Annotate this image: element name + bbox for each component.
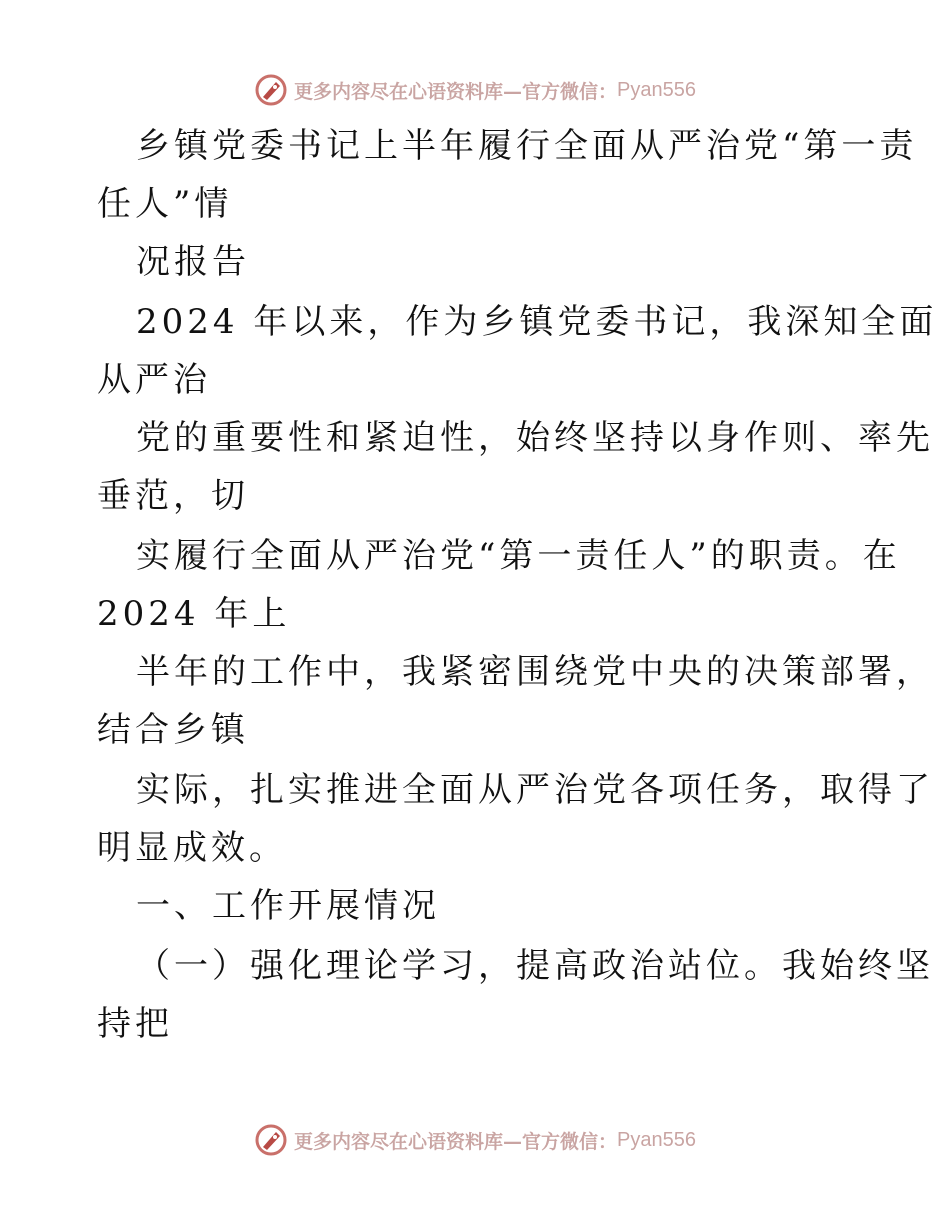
doc-paragraph-line: 实履行全面从严治党“第一责任人”的职责。在 xyxy=(136,536,901,576)
doc-paragraph-line: 实际，扎实推进全面从严治党各项任务，取得了 xyxy=(136,770,934,810)
doc-paragraph-line: 2024 年上 xyxy=(97,594,291,634)
doc-paragraph-line: 持把 xyxy=(97,1004,173,1044)
doc-paragraph-line: （一）强化理论学习，提高政治站位。我始终坚 xyxy=(136,946,934,986)
doc-paragraph-line: 党的重要性和紧迫性，始终坚持以身作则、率先 xyxy=(136,418,934,458)
doc-section-heading: 一、工作开展情况 xyxy=(136,886,440,926)
doc-title-line-2: 任人”情 xyxy=(97,184,233,224)
doc-paragraph-line: 结合乡镇 xyxy=(97,710,249,750)
doc-paragraph-line: 明显成效。 xyxy=(97,828,287,868)
footer-banner-text: 更多内容尽在心语资料库—官方微信： xyxy=(294,1130,618,1153)
doc-paragraph-line: 从严治 xyxy=(97,360,211,400)
pen-nib-logo-icon xyxy=(254,1123,288,1157)
doc-title-line-3: 况报告 xyxy=(136,242,250,282)
footer-banner-id: Pyan556 xyxy=(617,1128,696,1151)
header-banner-id: Pyan556 xyxy=(617,78,696,101)
header-banner xyxy=(0,70,950,110)
footer-banner xyxy=(0,1120,950,1160)
doc-paragraph-line: 2024 年以来，作为乡镇党委书记，我深知全面 xyxy=(136,302,938,342)
header-banner-text: 更多内容尽在心语资料库—官方微信： xyxy=(294,80,618,103)
doc-paragraph-line: 垂范，切 xyxy=(97,476,249,516)
pen-nib-logo-icon xyxy=(254,73,288,107)
doc-paragraph-line: 半年的工作中，我紧密围绕党中央的决策部署， xyxy=(136,652,934,692)
doc-title-line-1: 乡镇党委书记上半年履行全面从严治党“第一责 xyxy=(136,126,918,166)
